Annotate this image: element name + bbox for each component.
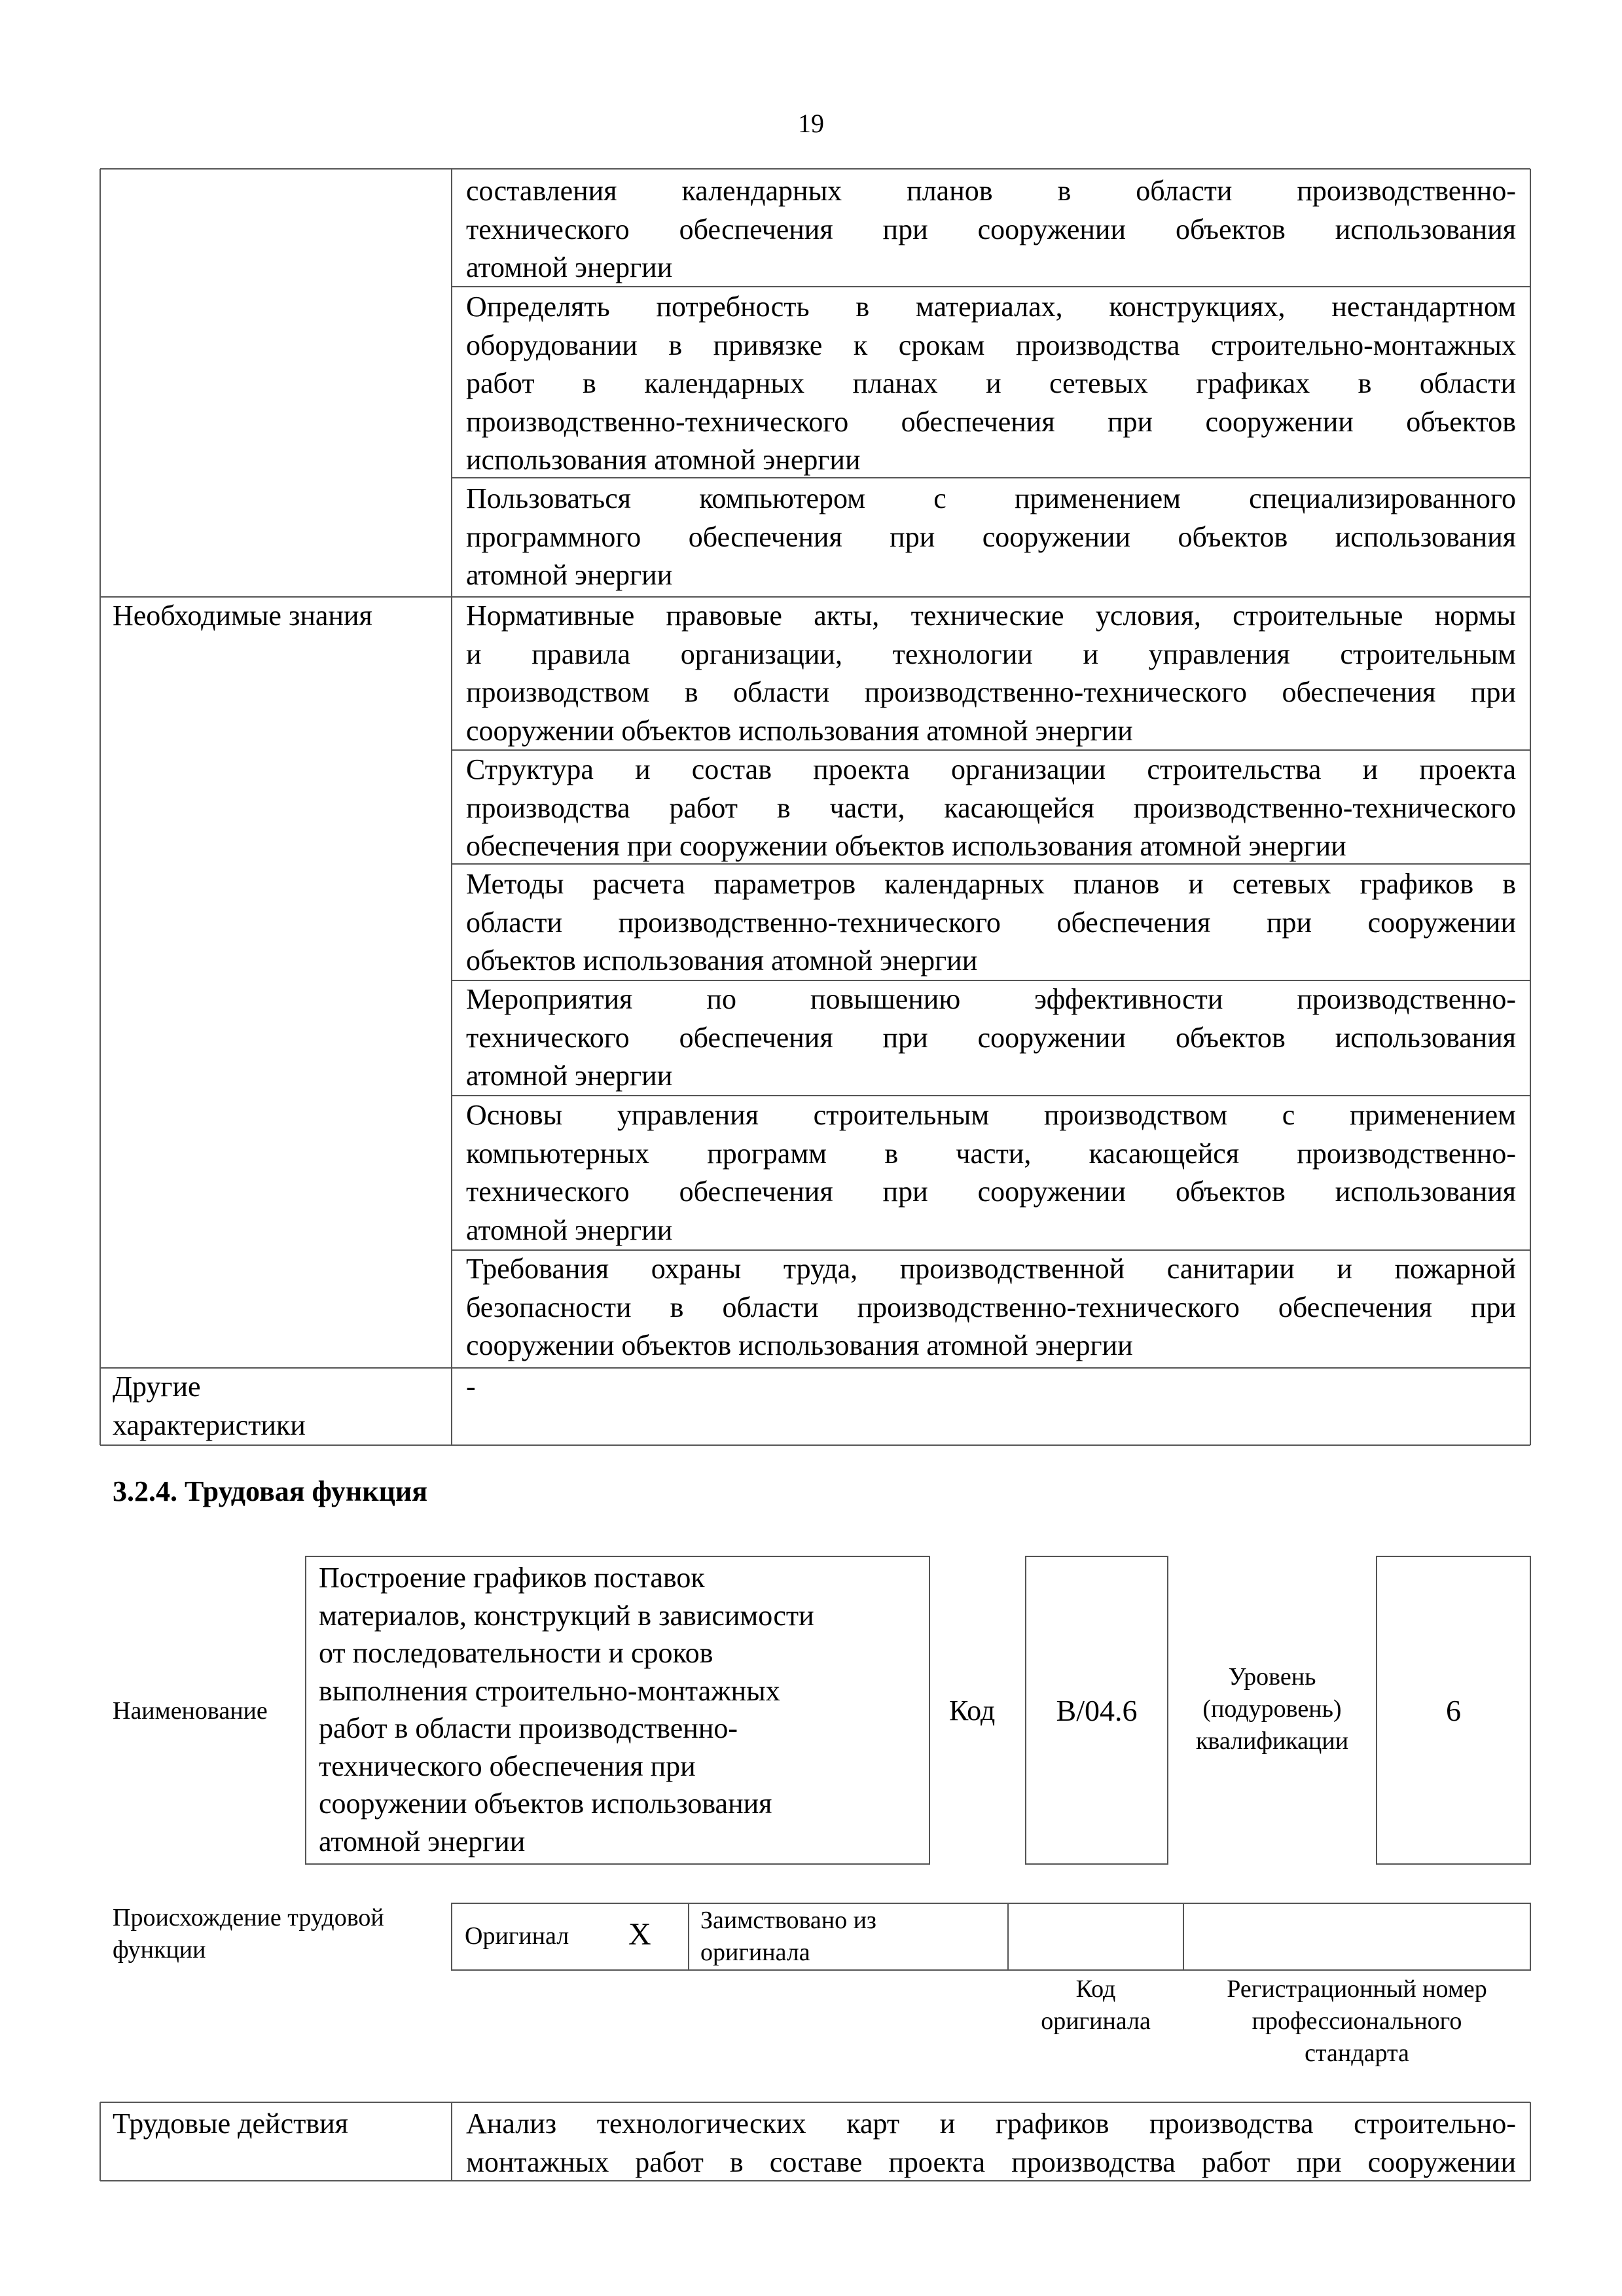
text-line: оригинала bbox=[1041, 2007, 1151, 2035]
text-line: атомной энергии bbox=[319, 1825, 526, 1857]
text-line: работ в календарных планах и сетевых графиках в области bbox=[466, 367, 1516, 399]
text-line: монтажных работ в составе проекта производства работ при сооружении bbox=[466, 2145, 1516, 2178]
text-line: Методы расчета параметров календарных планов и сетевых графиков в bbox=[466, 868, 1516, 900]
text-line: обеспечения при сооружении объектов использования атомной энергии bbox=[466, 830, 1346, 862]
code-original-caption bbox=[1008, 1973, 1183, 2037]
text-line: функции bbox=[113, 1936, 206, 1964]
text-line: Структура и состав проекта организации строительства и проекта bbox=[466, 753, 1516, 785]
skill-cell-1 bbox=[466, 172, 1516, 287]
text-line: Заимствовано из bbox=[700, 1907, 876, 1934]
text-line: Другие bbox=[113, 1371, 201, 1403]
code-value: B/04.6 bbox=[1056, 1694, 1138, 1727]
text-line: составления календарных планов в области производственно- bbox=[466, 175, 1516, 207]
knowledge-cell-6 bbox=[466, 1250, 1516, 1365]
text-line: оборудовании в привязке к срокам производства строительно-монтажных bbox=[466, 329, 1516, 361]
knowledge-cell-1 bbox=[466, 597, 1516, 750]
text-line: материалов, конструкций в зависимости bbox=[319, 1599, 814, 1632]
text-line: технического обеспечения при bbox=[319, 1749, 696, 1782]
text-line: Мероприятия по повышению эффективности производственно- bbox=[466, 983, 1516, 1015]
text-line: атомной энергии bbox=[466, 1213, 673, 1246]
text-line: безопасности в области производственно-технического обеспечения при bbox=[466, 1291, 1516, 1323]
text-line: программного обеспечения при сооружении объектов использования bbox=[466, 520, 1516, 553]
qualification-level-value: 6 bbox=[1446, 1694, 1461, 1727]
text-line: Нормативные правовые акты, технические условия, строительные нормы bbox=[466, 600, 1516, 632]
text-line: сооружении объектов использования атомной энергии bbox=[466, 714, 1133, 747]
skill-cell-2 bbox=[466, 288, 1516, 480]
registration-number-caption bbox=[1183, 1973, 1530, 2070]
knowledge-cell-3 bbox=[466, 865, 1516, 980]
knowledge-cell-2 bbox=[466, 751, 1516, 866]
text-line: оригинала bbox=[700, 1939, 810, 1966]
text-line: от последовательности и сроков bbox=[319, 1637, 713, 1669]
section-heading: 3.2.4. Трудовая функция bbox=[113, 1475, 428, 1507]
text-line: Основы управления строительным производством с применением bbox=[466, 1099, 1516, 1131]
text-line: Анализ технологических карт и графиков производства строительно- bbox=[466, 2108, 1516, 2140]
text-line: Построение графиков поставок bbox=[319, 1562, 705, 1594]
other-characteristics-label bbox=[113, 1368, 440, 1444]
text-line: стандарта bbox=[1305, 2039, 1409, 2067]
text-line: выполнения строительно-монтажных bbox=[319, 1674, 780, 1707]
text-line: атомной энергии bbox=[466, 559, 673, 591]
text-line: Код bbox=[1075, 1975, 1116, 2003]
text-line: области производственно-технического обеспечения при сооружении bbox=[466, 906, 1516, 939]
text-line: Определять потребность в материалах, конструкциях, нестандартном bbox=[466, 291, 1516, 323]
knowledge-cell-5 bbox=[466, 1096, 1516, 1249]
text-line: объектов использования атомной энергии bbox=[466, 944, 978, 977]
text-line: Уровень bbox=[1228, 1663, 1316, 1691]
text-line: компьютерных программ в части, касающейся производственно- bbox=[466, 1137, 1516, 1170]
other-characteristics-value: - bbox=[466, 1371, 476, 1403]
text-line: технического обеспечения при сооружении объектов использования bbox=[466, 213, 1516, 245]
text-line: атомной энергии bbox=[466, 1060, 673, 1092]
text-line: сооружении объектов использования bbox=[319, 1787, 772, 1820]
text-line: Пользоваться компьютером с применением специализированного bbox=[466, 482, 1516, 514]
text-line: и правила организации, технологии и управления строительным bbox=[466, 637, 1516, 670]
work-actions-cell bbox=[466, 2105, 1516, 2181]
text-line: технического обеспечения при сооружении объектов использования bbox=[466, 1021, 1516, 1054]
work-actions-label: Трудовые действия bbox=[113, 2108, 348, 2140]
text-line: Происхождение трудовой bbox=[113, 1904, 384, 1931]
skill-cell-3 bbox=[466, 480, 1516, 595]
text-line: производства работ в части, касающейся производственно-технического bbox=[466, 791, 1516, 824]
text-line: производственно-технического обеспечения при сооружении объектов bbox=[466, 405, 1516, 438]
page-number: 19 bbox=[798, 109, 824, 138]
qualification-level-label bbox=[1168, 1661, 1377, 1757]
code-label: Код bbox=[949, 1695, 996, 1727]
text-line: использования атомной энергии bbox=[466, 444, 861, 476]
knowledge-cell-4 bbox=[466, 980, 1516, 1096]
name-label: Наименование bbox=[113, 1697, 268, 1725]
text-line: характеристики bbox=[113, 1408, 306, 1441]
text-line: технического обеспечения при сооружении объектов использования bbox=[466, 1175, 1516, 1208]
text-line: (подуровень) bbox=[1202, 1695, 1342, 1723]
original-mark: X bbox=[628, 1917, 651, 1952]
text-line: работ в области производственно- bbox=[319, 1712, 738, 1744]
text-line: атомной энергии bbox=[466, 251, 673, 283]
text-line: Регистрационный номер bbox=[1227, 1975, 1487, 2003]
borrowed-label bbox=[700, 1905, 876, 1969]
origin-label bbox=[113, 1902, 384, 1966]
knowledge-label: Необходимые знания bbox=[113, 600, 372, 632]
text-line: квалификации bbox=[1195, 1727, 1349, 1755]
original-label: Оригинал bbox=[465, 1922, 569, 1950]
text-line: сооружении объектов использования атомной энергии bbox=[466, 1329, 1133, 1361]
text-line: Требования охраны труда, производственной санитарии и пожарной bbox=[466, 1253, 1516, 1285]
function-name bbox=[319, 1559, 921, 1860]
text-line: производством в области производственно-технического обеспечения при bbox=[466, 676, 1516, 708]
text-line: профессионального bbox=[1252, 2007, 1462, 2035]
